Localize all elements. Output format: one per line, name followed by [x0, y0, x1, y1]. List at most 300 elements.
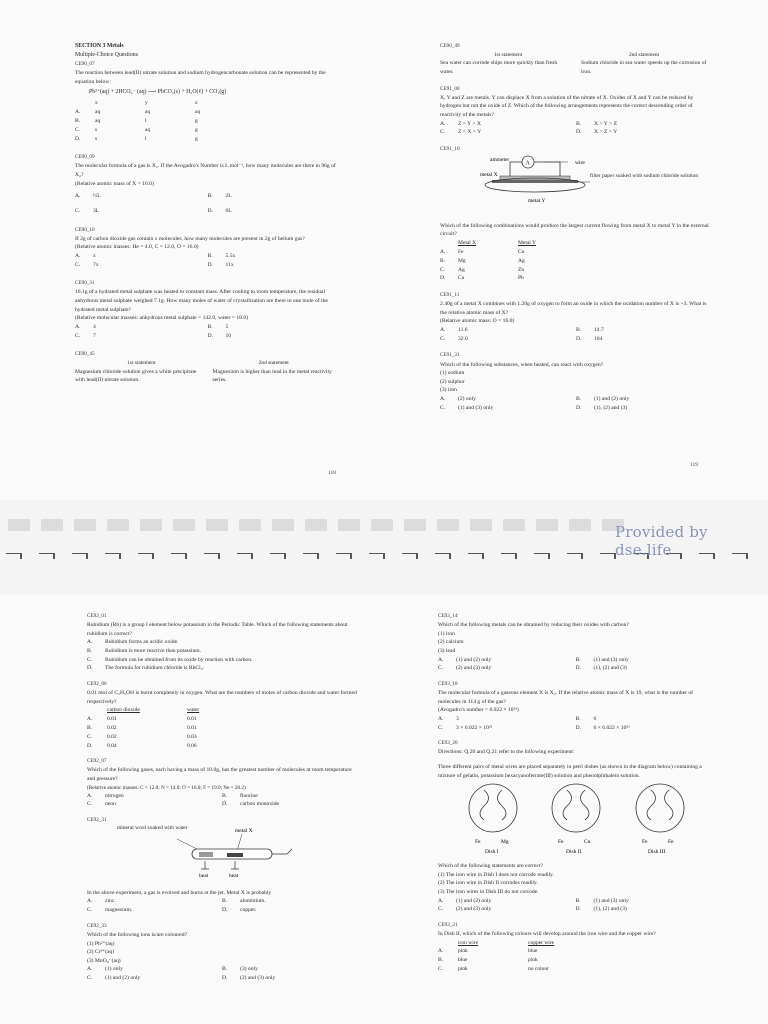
option-label: B.	[222, 966, 228, 973]
question-id: CE93_20	[438, 740, 458, 747]
question-id: CE92_33	[87, 922, 107, 929]
list-item: (2) The iron wire in Dish II corrodes readily.	[438, 880, 538, 887]
perforation-hole	[470, 519, 492, 531]
table-cell: aq	[95, 117, 101, 124]
option-label: A.	[87, 792, 93, 799]
col-header: iron wire	[458, 939, 479, 946]
list-item: (2) Cr³⁺(aq)	[87, 949, 115, 956]
option-b[interactable]: 14.7	[594, 327, 604, 334]
option-c[interactable]: (2) and (3) only	[456, 906, 492, 913]
table-cell: Cu	[518, 248, 525, 255]
col-header: carbon dioxide	[107, 707, 140, 714]
petri-dish-diagram	[438, 780, 713, 858]
option-label: A.	[438, 897, 444, 904]
option-label: C.	[75, 332, 81, 339]
question-text: In Dish II, which of the following colours will develop around the iron wire and the copper wire?	[438, 931, 656, 938]
question-id: CE93_18	[438, 681, 458, 687]
col-header: copper wire	[528, 939, 555, 946]
dish-3	[636, 784, 684, 855]
option-d[interactable]: 10	[225, 332, 232, 339]
binding-tick	[416, 553, 418, 559]
question-ce92-01	[87, 612, 357, 673]
binding-dash	[303, 553, 317, 554]
option-b[interactable]: fluorine	[240, 792, 258, 799]
dish-2	[552, 784, 600, 855]
option-a[interactable]: (1) only	[105, 966, 123, 973]
col-header: water	[187, 707, 200, 714]
question-id: CE92_01	[87, 613, 107, 619]
option-label: C.	[440, 335, 446, 342]
perforation-hole	[140, 519, 162, 531]
perforation-hole	[206, 519, 228, 531]
statement-1: Magnesium chloride solution gives a white precipitate with lead(II) nitrate solution.	[75, 368, 197, 384]
option-label: B.	[438, 957, 444, 964]
statement-2-header: 2nd statement	[258, 360, 289, 367]
col-header: Metal X	[458, 240, 477, 247]
option-a[interactable]: x	[93, 253, 96, 260]
option-label: B.	[222, 898, 228, 905]
binding-tick	[152, 553, 154, 559]
question-ce90-45	[75, 350, 340, 385]
option-label: A.	[87, 898, 93, 905]
option-label: B.	[576, 396, 582, 403]
ammeter-label: ammeter	[490, 157, 510, 164]
question-id: CE90_07	[75, 60, 95, 67]
question-note: (Relative atomic masses: C = 12.0; N = 14.0; O = 16.0; F = 19.0; Ne = 20.2)	[87, 784, 246, 791]
perforation-hole	[8, 519, 30, 531]
option-label: A.	[440, 120, 446, 127]
question-ce91-11	[440, 291, 712, 343]
option-label: A.	[87, 716, 93, 723]
option-label: D.	[75, 135, 81, 142]
table-cell: Pb	[518, 275, 524, 282]
heat-label: heat	[229, 873, 239, 880]
question-id: CE92_31	[87, 817, 107, 824]
option-a[interactable]: zinc.	[105, 898, 116, 905]
question-ce93-21	[438, 921, 713, 974]
perforation-hole	[41, 519, 63, 531]
list-item: (1) Pb²⁺(aq)	[87, 940, 115, 947]
option-b[interactable]: aluminium.	[240, 898, 266, 905]
page-119	[440, 42, 712, 482]
binding-tick	[482, 553, 484, 559]
perforation-hole	[239, 519, 261, 531]
table-cell: g	[195, 117, 198, 124]
table-cell: 0.04	[107, 742, 117, 749]
question-id: CE92_07	[87, 758, 107, 765]
table-cell: aq	[145, 126, 151, 133]
option-label: B.	[440, 257, 446, 264]
option-label: C.	[75, 126, 81, 133]
table-cell: s	[95, 126, 98, 133]
binding-dash	[72, 553, 86, 554]
question-text: The molecular formula of a gaseous element X is X₂. If the relative atomic mass of X is 19, what is the number of molecules in 114 g of the gas?	[438, 690, 693, 705]
wire-label: Fe	[642, 839, 648, 846]
binding-dash	[501, 553, 515, 554]
option-label: D.	[576, 404, 582, 411]
question-ce90-31	[75, 279, 340, 340]
option-c[interactable]: magnesium.	[105, 907, 133, 914]
statement-1-header: 1st statement	[493, 52, 523, 59]
statement-2-header: 2nd statement	[628, 52, 660, 59]
mineral-wool-label: mineral wool soaked with water	[117, 825, 188, 832]
perforation-hole	[503, 519, 525, 531]
question-ce93-20	[438, 739, 713, 914]
option-label: D.	[207, 332, 213, 339]
option-a[interactable]: ½L	[93, 193, 101, 200]
table-cell: 0.01	[107, 716, 117, 723]
option-c[interactable]: (1) and (3) only	[458, 404, 494, 411]
petri-dish	[552, 784, 600, 832]
question-id: CE92_06	[87, 681, 107, 687]
wire-label: Cu	[584, 839, 591, 846]
delivery-tube	[272, 849, 292, 854]
question-text: Three different pairs of metal wires are placed separately in petri dishes (as shown in the diagram below) containing a mixture of gelatin, potassium hexacyanoferrate(III) solution and phenolphthalein solution.	[438, 764, 702, 779]
wire-pair	[563, 790, 589, 820]
dish-label: Dish III	[648, 849, 666, 856]
binding-dash	[237, 553, 251, 554]
list-item: (1) The iron wire in Dish I does not corrode readily.	[438, 871, 554, 878]
question-id: CE90_09	[75, 154, 95, 161]
question-id: CE91_08	[440, 85, 460, 92]
option-b[interactable]: Rubidium is more reactive than potassium.	[105, 648, 202, 655]
binding-tick	[449, 553, 451, 559]
binding-tick	[251, 553, 253, 559]
binding-tick	[548, 553, 550, 559]
watermark: Provided by dse.life	[615, 523, 708, 559]
binding-tick	[185, 553, 187, 559]
option-label: C.	[438, 966, 444, 973]
table-cell: 0.01	[187, 716, 197, 723]
question-id: CE93_14	[438, 613, 458, 619]
binding-dash	[468, 553, 482, 554]
binding-tick	[119, 553, 121, 559]
option-a[interactable]: Rubidium forms an acidic oxide.	[105, 639, 179, 646]
option-a[interactable]: Z > Y > X	[458, 120, 481, 127]
table-cell: 0.01	[187, 724, 197, 731]
metal-x-label: metal X	[235, 828, 253, 835]
option-label: D.	[222, 801, 228, 808]
question-id: CE90_31	[75, 280, 95, 287]
option-a[interactable]: 11.6	[458, 327, 468, 334]
page-number: 118	[328, 470, 337, 476]
filter-paper-label: filter paper soaked with sodium chloride solution	[590, 173, 699, 180]
question-ce92-07	[87, 757, 357, 809]
question-text: Which of the following combinations would produce the largest current flowing from metal X to metal Y in the external circuit?	[440, 222, 709, 238]
table-cell: 0.02	[107, 724, 117, 731]
option-b[interactable]: X > Y > Z	[594, 120, 617, 127]
metal-steam-diagram	[87, 825, 357, 885]
option-label: D.	[207, 261, 213, 268]
binding-dash	[270, 553, 284, 554]
col-header: x	[95, 100, 98, 107]
page-118	[75, 42, 340, 482]
table-cell: aq	[95, 109, 101, 116]
metal-sample	[227, 853, 243, 857]
table-cell: pink	[528, 957, 538, 964]
option-label: B.	[575, 656, 581, 663]
perforation-hole	[74, 519, 96, 531]
statement-2: Sodium chloride in sea water speeds up the corrosion of iron.	[581, 60, 707, 76]
option-b[interactable]: 5	[225, 324, 229, 331]
perforation-hole	[404, 519, 426, 531]
question-text: The molecular formula of a gas is X₂. If the Avogadro's Number is L mol⁻¹, how many molecules are there in 96g of X₂?	[75, 163, 336, 179]
option-label: A.	[438, 716, 444, 723]
question-ce92-33	[87, 922, 357, 983]
option-a[interactable]: 3	[456, 716, 459, 723]
option-d[interactable]: (1), (2) and (3)	[594, 404, 628, 411]
option-d[interactable]: 104	[594, 335, 603, 342]
wire-label: Fe	[558, 839, 564, 846]
table-cell: blue	[458, 957, 468, 964]
list-item: (3) The iron wires in Dish III do not corrode.	[438, 889, 539, 895]
binding-dash	[105, 553, 119, 554]
state-table	[75, 99, 340, 143]
question-ce92-06	[87, 680, 357, 750]
option-label: C.	[87, 801, 93, 808]
option-label: B.	[576, 327, 582, 334]
option-b[interactable]: 6	[593, 716, 597, 723]
option-label: C.	[440, 266, 446, 273]
question-note: (Relative atomic mass of X = 16.0)	[75, 180, 154, 187]
list-item: (2) sulphur	[440, 378, 465, 385]
question-text: Which of the following statements are correct?	[438, 863, 543, 870]
colour-table	[438, 939, 713, 974]
option-label: B.	[75, 117, 81, 124]
table-cell: pink	[458, 966, 468, 973]
mineral-wool	[199, 852, 213, 857]
table-cell: Zn	[518, 266, 525, 273]
option-label: C.	[440, 404, 446, 411]
option-label: A.	[75, 109, 81, 116]
cell-diagram	[440, 154, 712, 218]
dish-label: Dish I	[485, 849, 499, 856]
question-ce91-31	[440, 351, 712, 412]
col-header: y	[145, 100, 148, 107]
option-c[interactable]: (2) and (3) only	[456, 665, 492, 672]
option-label: B.	[222, 792, 228, 799]
table-cell: Cu	[458, 275, 465, 282]
option-label: D.	[87, 742, 93, 749]
list-item: (3) MnO₄⁻(aq)	[87, 957, 121, 964]
question-text: Which of the following ions is/are coloured?	[87, 931, 188, 938]
option-b[interactable]: 2L	[225, 193, 232, 200]
option-label: D.	[440, 275, 446, 282]
question-id: CE91_11	[440, 292, 460, 299]
moles-table	[87, 706, 357, 750]
table-cell: no colour	[528, 966, 549, 973]
option-a[interactable]: 4	[93, 324, 96, 331]
option-d[interactable]: X > Z > Y	[594, 129, 618, 136]
option-d[interactable]: copper.	[240, 907, 257, 914]
option-label: B.	[207, 324, 213, 331]
option-c[interactable]: 32.0	[458, 335, 468, 342]
list-item: (1) iron	[438, 630, 455, 637]
option-c[interactable]: 7	[93, 332, 96, 339]
directions: Directions: Q.20 and Q.21 refer to the following experiment:	[438, 749, 575, 756]
option-b[interactable]: (1) and (3) only	[593, 656, 629, 663]
option-label: A.	[75, 193, 81, 200]
option-c[interactable]: 3L	[93, 208, 100, 214]
wire-label: Fe	[475, 839, 481, 846]
petri-dish	[469, 784, 517, 832]
option-b[interactable]: 5.5x	[225, 253, 236, 260]
option-c[interactable]: (1) and (2) only	[105, 975, 141, 982]
option-label: A.	[87, 966, 93, 973]
perforation-hole	[569, 519, 591, 531]
table-cell: Mg	[458, 257, 466, 264]
binding-tick	[581, 553, 583, 559]
question-text: In the above experiment, a gas is evolved and burns at the jet. Metal X is probably	[87, 889, 272, 896]
option-label: C.	[87, 656, 93, 663]
question-text: 16.1g of a hydrated metal sulphate was heated to constant mass. After cooling to room temperature, the residual anhydrous metal sulphate weighed 7.1g. How many moles of water of crystallization are there in one mole of the hydrated metal sulphate?	[75, 289, 328, 313]
table-cell: 0.02	[107, 733, 117, 740]
metal-x-label: metal X	[480, 172, 498, 179]
option-label: A.	[87, 639, 93, 646]
perforation-hole	[173, 519, 195, 531]
option-d[interactable]: The formula for rubidium chloride is RbCl₂.	[105, 665, 205, 672]
option-label: D.	[575, 665, 581, 672]
binding-tick	[218, 553, 220, 559]
metal-table	[440, 239, 712, 283]
option-c[interactable]: 7x	[93, 261, 99, 268]
table-cell: 0.03	[187, 733, 197, 740]
list-item: (1) sodium	[440, 370, 465, 377]
question-id: CE90_10	[75, 226, 95, 233]
option-label: D.	[87, 665, 93, 672]
table-cell: aq	[145, 109, 151, 116]
question-id: CE91_31	[440, 352, 460, 359]
binding-dash	[138, 553, 152, 554]
binding-dash	[534, 553, 548, 554]
burner-2	[231, 861, 239, 869]
page-number: 119	[690, 462, 699, 468]
option-label: B.	[87, 724, 93, 731]
wire-label: Fe	[668, 839, 674, 846]
question-note: (Relative atomic mass: O = 16.0)	[440, 318, 515, 325]
option-a[interactable]: (1) and (2) only	[456, 656, 492, 663]
list-item: (2) calcium	[438, 639, 464, 646]
heat-label: heat	[199, 873, 209, 880]
dish-label: Dish II	[566, 849, 582, 856]
statement-1: Sea water can corrode ships more quickly than fresh water.	[440, 60, 558, 76]
option-label: C.	[438, 665, 444, 672]
binding-dash	[600, 553, 614, 554]
wire-pair	[647, 790, 673, 820]
option-label: C.	[87, 975, 93, 982]
binding-dash	[369, 553, 383, 554]
question-id: CE90_49	[440, 43, 460, 49]
option-label: A.	[440, 327, 446, 334]
perforation-hole	[305, 519, 327, 531]
option-c[interactable]: Z > X > Y	[458, 129, 482, 136]
binding-tick	[86, 553, 88, 559]
petri-dish	[636, 784, 684, 832]
table-cell: g	[195, 135, 198, 142]
table-cell: aq	[195, 109, 201, 116]
perforation-hole	[338, 519, 360, 531]
question-ce92-31	[87, 816, 357, 915]
question-note: (Relative atomic masses: He = 4.0, C = 12.0, O = 16.0)	[75, 244, 199, 251]
binding-tick	[350, 553, 352, 559]
binding-tick	[515, 553, 517, 559]
binding-dash	[204, 553, 218, 554]
option-d[interactable]: (1), (2) and (3)	[593, 906, 627, 913]
filter-paper	[492, 180, 578, 183]
option-label: D.	[576, 129, 582, 136]
binding-dash	[567, 553, 581, 554]
statement-2: Magnesium is higher than lead in the metal reactivity series.	[212, 368, 332, 384]
question-text: Which of the following gases, each having a mass of 10.0g, has the greatest number of molecules at room temperature and pressure?	[87, 767, 352, 783]
perforation-hole	[107, 519, 129, 531]
binding-tick	[284, 553, 286, 559]
binding-dash	[39, 553, 53, 554]
option-label: C.	[75, 261, 81, 268]
option-b[interactable]: (1) and (3) only	[593, 897, 629, 904]
option-d[interactable]: 6L	[225, 208, 232, 214]
option-b[interactable]: (1) and (2) only	[594, 396, 630, 403]
option-label: A.	[440, 248, 446, 255]
perforation-hole	[371, 519, 393, 531]
option-label: A.	[440, 396, 446, 403]
table-cell: pink	[458, 948, 468, 955]
option-label: C.	[440, 129, 446, 136]
question-ce90-49	[440, 42, 712, 77]
option-d[interactable]: (1), (2) and (3)	[593, 665, 627, 672]
option-label: C.	[438, 724, 444, 731]
option-a[interactable]: nitrogen	[105, 792, 124, 799]
binding-dash	[336, 553, 350, 554]
question-ce93-14	[438, 612, 713, 673]
question-text: Which of the following metals can be obtained by reducing their oxides with carbon?	[438, 622, 629, 629]
question-id: CE90_45	[75, 351, 95, 358]
option-label: B.	[87, 648, 93, 655]
option-label: B.	[576, 120, 582, 127]
option-label: B.	[207, 193, 213, 200]
option-c[interactable]: 3 × 6.022 × 10²³	[456, 724, 493, 731]
question-ce91-08	[440, 85, 712, 137]
table-cell: l	[145, 117, 147, 124]
option-d[interactable]: (2) and (3) only	[240, 975, 276, 982]
option-label: B.	[575, 897, 581, 904]
question-text: 0.01 mol of C₂H₅OH is burnt completely in oxygen. What are the numbers of moles of carbon dioxide and water formed respectively?	[87, 690, 357, 705]
option-d[interactable]: 11x	[225, 261, 234, 268]
perforation-hole	[437, 519, 459, 531]
question-text: X, Y and Z are metals. Y can displace X from a solution of the nitrate of X. Oxides of X and Y can be reduced by hydrogen but not the oxide of Z. Which of the following arrangements represents the correct descending order of reactivity of the metals?	[440, 94, 694, 119]
option-label: D.	[575, 724, 581, 731]
col-header: Metal Y	[518, 240, 536, 247]
option-a[interactable]: (1) and (2) only	[456, 897, 492, 904]
option-b[interactable]: (3) only	[240, 966, 258, 973]
question-text: Which of the following substances, when heated, can react with oxygen?	[440, 361, 604, 368]
option-c[interactable]: neon	[105, 801, 116, 808]
metal-y-label: metal Y	[528, 198, 546, 205]
list-item: (3) lead	[438, 648, 456, 655]
question-ce91-10	[440, 145, 712, 283]
wire-label: Mg	[501, 839, 509, 846]
perforation-hole	[272, 519, 294, 531]
option-a[interactable]: (2) only	[458, 396, 476, 403]
question-note: (Avogadro's number = 6.022 × 10²³)	[438, 707, 519, 714]
option-d[interactable]: carbon monoxide	[240, 801, 279, 808]
binding-dash	[402, 553, 416, 554]
page-bottom-right	[438, 612, 713, 1022]
option-c[interactable]: Rubidium can be obtained from its oxide by reaction with carbon.	[105, 656, 253, 663]
question-note: (Relative molecular masses: anhydrous metal sulphate = 142.0, water = 18.0)	[75, 315, 248, 322]
option-label: C.	[75, 208, 81, 214]
option-label: C.	[87, 907, 93, 914]
option-d[interactable]: 6 × 6.022 × 10²³	[593, 724, 630, 731]
